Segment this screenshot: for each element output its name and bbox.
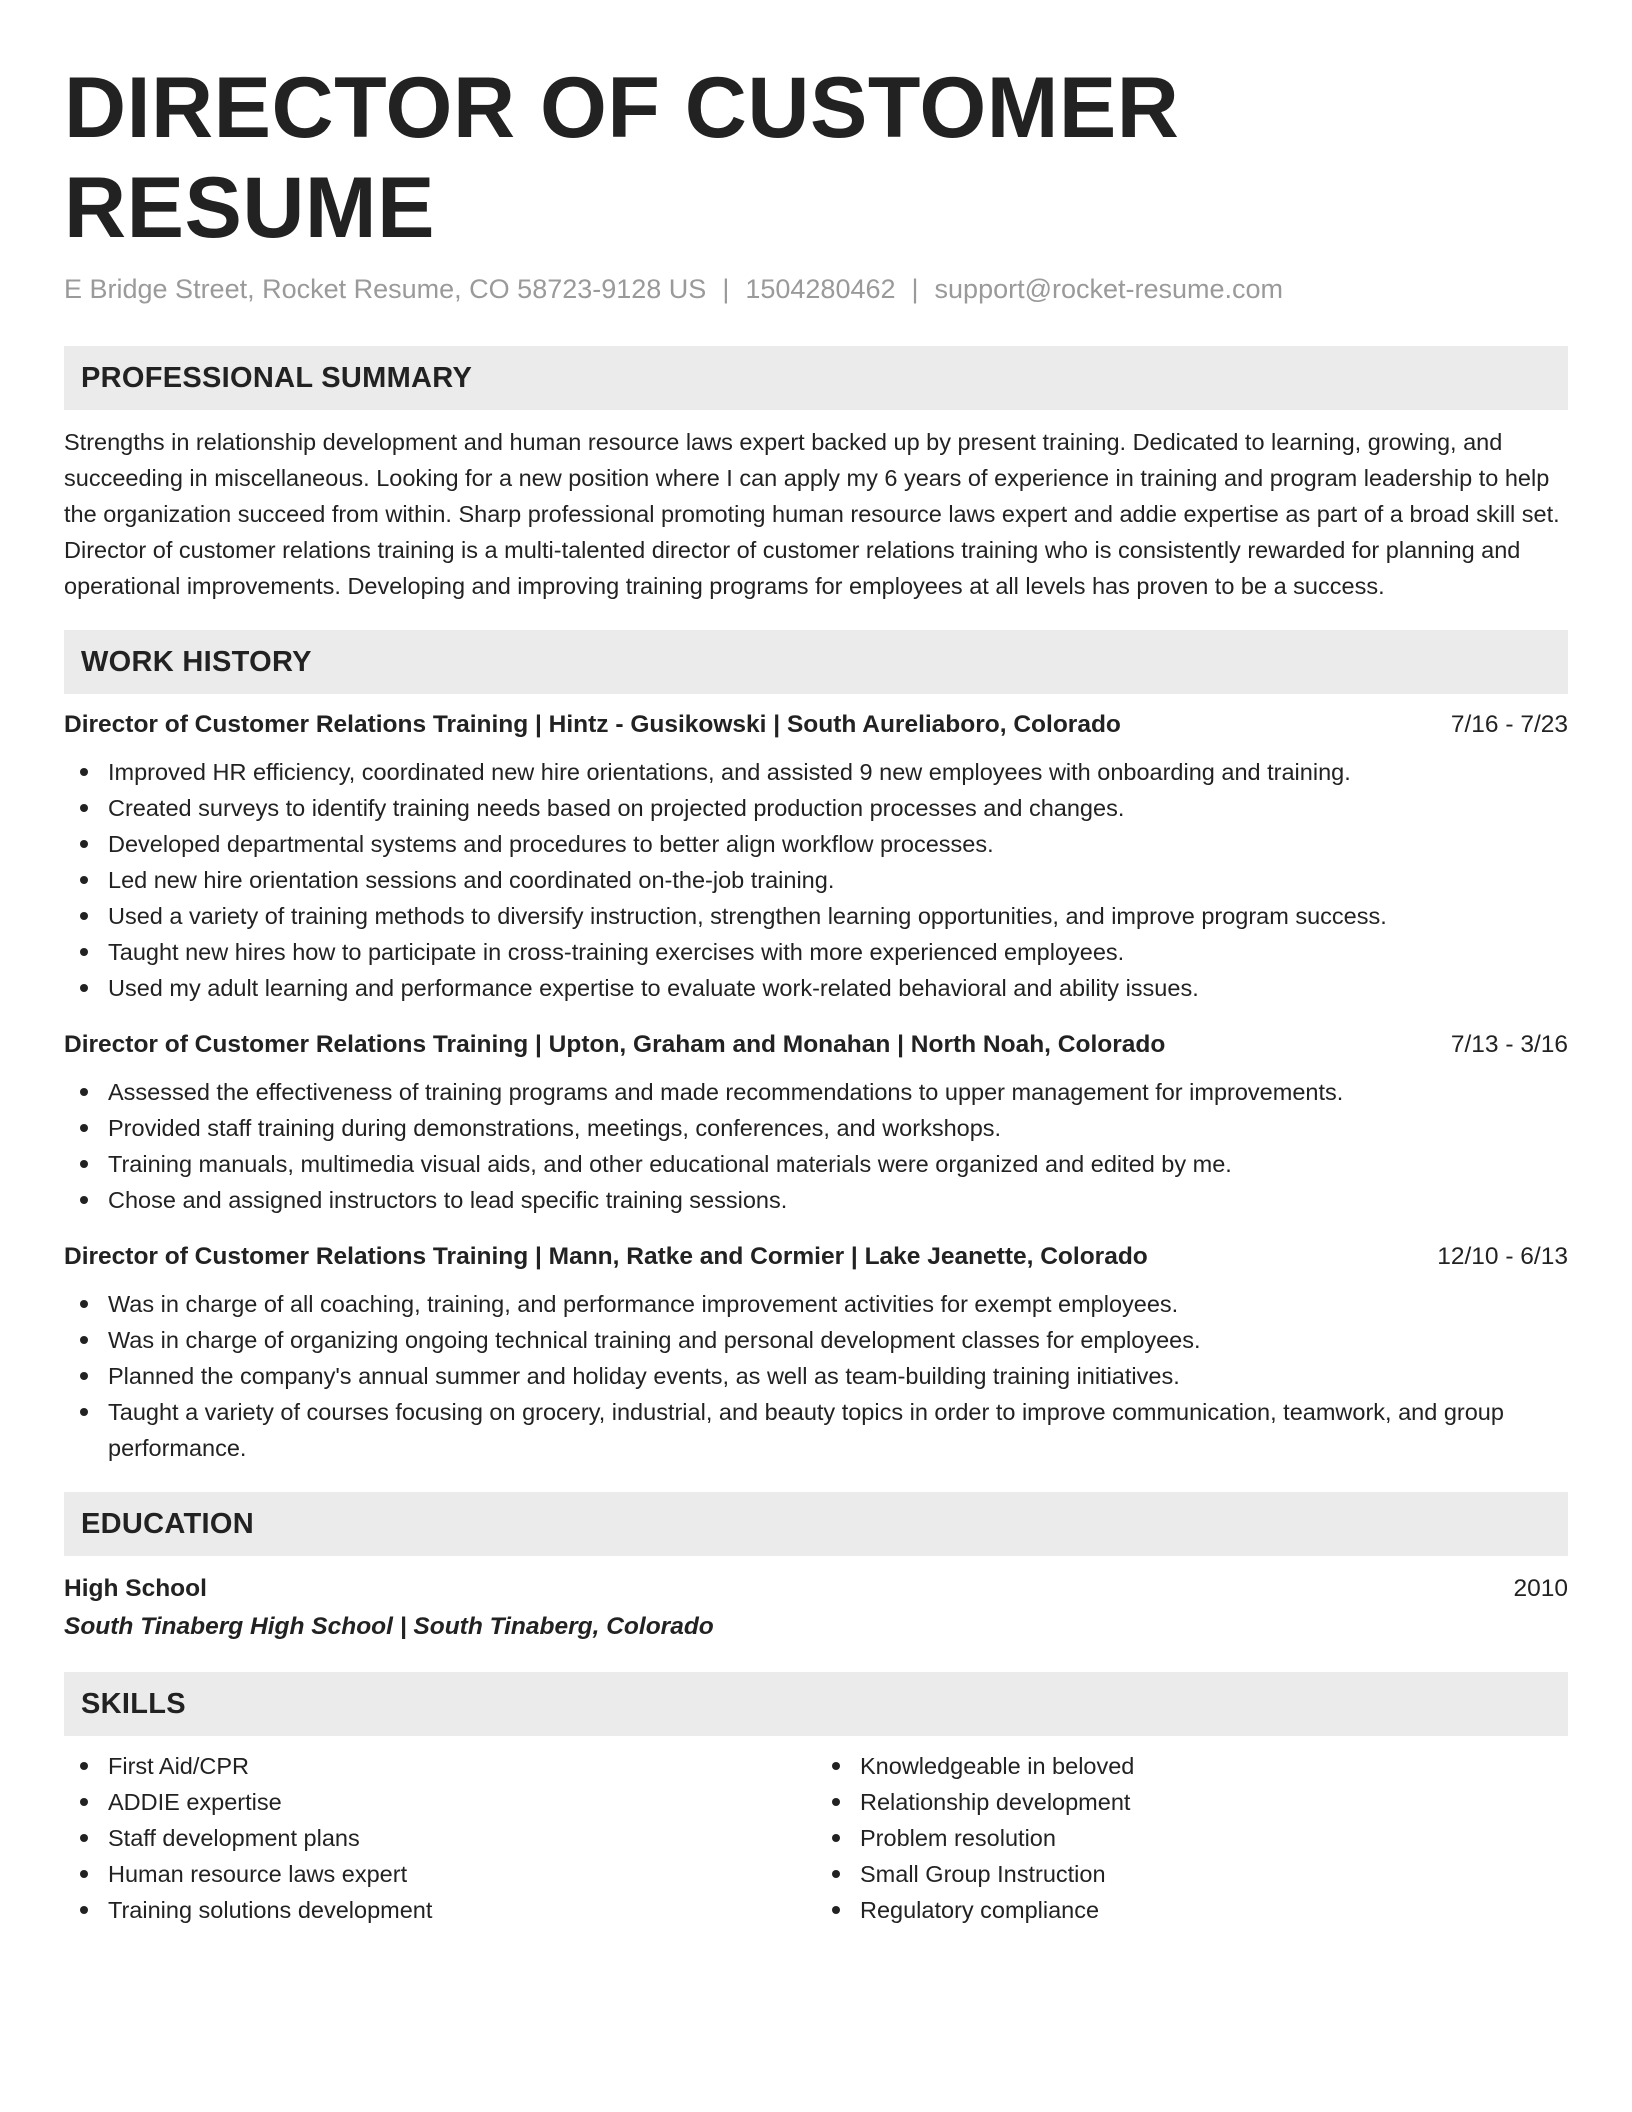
bullet-text: Provided staff training during demonstrations, meetings, conferences, and workshops. — [108, 1115, 1002, 1141]
section-heading-skills: SKILLS — [64, 1672, 1568, 1736]
list-item — [64, 1110, 1568, 1146]
bullet-icon — [80, 912, 88, 920]
bullet-icon — [80, 768, 88, 776]
list-item — [64, 1892, 816, 1928]
bullet-text: Was in charge of organizing ongoing technical training and personal development classes for employees. — [108, 1327, 1201, 1353]
job-dates: 7/16 - 7/23 — [1450, 711, 1568, 738]
bullet-icon — [80, 1160, 88, 1168]
list-item — [64, 1322, 1568, 1358]
education-degree: High School — [64, 1575, 207, 1602]
skills-grid — [64, 1748, 1568, 1928]
skills-column-right — [816, 1748, 1568, 1928]
bullet-text: Used my adult learning and performance expertise to evaluate work-related behavioral and ability issues. — [108, 975, 1199, 1001]
bullet-text: Taught a variety of courses focusing on grocery, industrial, and beauty topics in order to improve communication, teamwork, and group performance. — [108, 1399, 1504, 1461]
list-item — [64, 1820, 816, 1856]
skill-text: Training solutions development — [108, 1897, 433, 1923]
bullet-icon — [80, 1834, 88, 1842]
list-item — [816, 1748, 1568, 1784]
job-title: Director of Customer Relations Training | Upton, Graham and Monahan | North Noah, Colorado — [64, 1031, 1166, 1058]
bullet-text: Chose and assigned instructors to lead specific training sessions. — [108, 1187, 788, 1213]
job-title: Director of Customer Relations Training | Mann, Ratke and Cormier | Lake Jeanette, Colorado — [64, 1243, 1148, 1270]
job-dates: 7/13 - 3/16 — [1450, 1031, 1568, 1058]
bullet-text: Taught new hires how to participate in cross-training exercises with more experienced employees. — [108, 939, 1125, 965]
bullet-icon — [80, 804, 88, 812]
bullet-icon — [80, 840, 88, 848]
list-item — [64, 1394, 1568, 1466]
bullet-icon — [832, 1834, 840, 1842]
bullet-icon — [80, 984, 88, 992]
list-item — [64, 898, 1568, 934]
contact-address: E Bridge Street, Rocket Resume, CO 58723-9128 US — [64, 274, 707, 304]
bullet-icon — [80, 876, 88, 884]
list-item — [64, 1182, 1568, 1218]
bullet-text: Developed departmental systems and procedures to better align workflow processes. — [108, 831, 994, 857]
education-school: South Tinaberg High School | South Tinaberg, Colorado — [64, 1613, 714, 1640]
skill-text: Small Group Instruction — [860, 1861, 1106, 1887]
section-heading-summary: PROFESSIONAL SUMMARY — [64, 346, 1568, 410]
bullet-icon — [80, 1906, 88, 1914]
list-item — [64, 1146, 1568, 1182]
bullet-icon — [80, 1870, 88, 1878]
list-item — [64, 790, 1568, 826]
bullet-icon — [832, 1798, 840, 1806]
list-item — [64, 1074, 1568, 1110]
job-header — [64, 1028, 1568, 1062]
bullet-icon — [80, 1088, 88, 1096]
skill-text: Knowledgeable in beloved — [860, 1753, 1135, 1779]
contact-email: support@rocket-resume.com — [934, 274, 1284, 304]
bullet-icon — [80, 1300, 88, 1308]
bullet-text: Used a variety of training methods to diversify instruction, strengthen learning opportunities, and improve program success. — [108, 903, 1387, 929]
bullet-icon — [832, 1762, 840, 1770]
list-item — [64, 1856, 816, 1892]
job-header — [64, 708, 1568, 742]
job-bullets — [64, 1074, 1568, 1218]
skill-text: Staff development plans — [108, 1825, 360, 1851]
job-title: Director of Customer Relations Training | Hintz - Gusikowski | South Aureliaboro, Colorado — [64, 711, 1121, 738]
bullet-icon — [80, 1124, 88, 1132]
bullet-text: Training manuals, multimedia visual aids, and other educational materials were organized and edited by me. — [108, 1151, 1232, 1177]
bullet-icon — [80, 948, 88, 956]
list-item — [816, 1856, 1568, 1892]
bullet-text: Created surveys to identify training needs based on projected production processes and changes. — [108, 795, 1125, 821]
list-item — [64, 970, 1568, 1006]
contact-separator: | — [911, 274, 919, 304]
list-item — [64, 1748, 816, 1784]
education-entry — [64, 1570, 1568, 1646]
job-bullets — [64, 754, 1568, 1006]
skill-text: Relationship development — [860, 1789, 1131, 1815]
section-heading-work-history: WORK HISTORY — [64, 630, 1568, 694]
skill-text: Problem resolution — [860, 1825, 1056, 1851]
list-item — [816, 1820, 1568, 1856]
skill-text: First Aid/CPR — [108, 1753, 250, 1779]
list-item — [64, 1286, 1568, 1322]
job-entry — [64, 708, 1568, 1006]
list-item — [816, 1892, 1568, 1928]
education-header — [64, 1570, 1568, 1608]
bullet-icon — [80, 1762, 88, 1770]
list-item — [64, 934, 1568, 970]
skills-column-left — [64, 1748, 816, 1928]
bullet-text: Led new hire orientation sessions and coordinated on-the-job training. — [108, 867, 835, 893]
bullet-text: Planned the company's annual summer and holiday events, as well as team-building training initiatives. — [108, 1363, 1180, 1389]
bullet-icon — [80, 1196, 88, 1204]
bullet-icon — [80, 1408, 88, 1416]
job-entry — [64, 1028, 1568, 1218]
job-dates: 12/10 - 6/13 — [1437, 1243, 1568, 1270]
resume-title: DIRECTOR OF CUSTOMER RESUME — [64, 60, 1180, 256]
skill-text: Regulatory compliance — [860, 1897, 1100, 1923]
bullet-text: Assessed the effectiveness of training programs and made recommendations to upper management for improvements. — [108, 1079, 1344, 1105]
bullet-icon — [832, 1906, 840, 1914]
bullet-icon — [80, 1372, 88, 1380]
list-item — [816, 1784, 1568, 1820]
contact-separator: | — [722, 274, 730, 304]
list-item — [64, 1358, 1568, 1394]
list-item — [64, 862, 1568, 898]
bullet-text: Was in charge of all coaching, training, and performance improvement activities for exempt employees. — [108, 1291, 1179, 1317]
job-bullets — [64, 1286, 1568, 1466]
education-year: 2010 — [1513, 1575, 1568, 1602]
list-item — [64, 754, 1568, 790]
bullet-icon — [832, 1870, 840, 1878]
section-heading-education: EDUCATION — [64, 1492, 1568, 1556]
job-header — [64, 1240, 1568, 1274]
list-item — [64, 1784, 816, 1820]
bullet-text: Improved HR efficiency, coordinated new hire orientations, and assisted 9 new employees with onboarding and training. — [108, 759, 1351, 785]
bullet-icon — [80, 1336, 88, 1344]
skill-text: ADDIE expertise — [108, 1789, 282, 1815]
list-item — [64, 826, 1568, 862]
summary-text: Strengths in relationship development and human resource laws expert backed up by present training. Dedicated to learning, growing, and succeeding in miscellaneous. Looking for a new position where I can apply my 6 years of experience in training and program leadership to help the organization succeed from within. Sharp professional promoting human resource laws expert and addie expertise as part of a broad skill set. Director of customer relations training is a multi-talented director of customer relations training who is consistently rewarded for planning and operational improvements. Developing and improving training programs for employees at all levels has proven to be a success. — [64, 429, 1560, 599]
contact-line — [64, 272, 1568, 306]
skill-text: Human resource laws expert — [108, 1861, 408, 1887]
bullet-icon — [80, 1798, 88, 1806]
job-entry — [64, 1240, 1568, 1466]
contact-phone: 1504280462 — [745, 274, 896, 304]
